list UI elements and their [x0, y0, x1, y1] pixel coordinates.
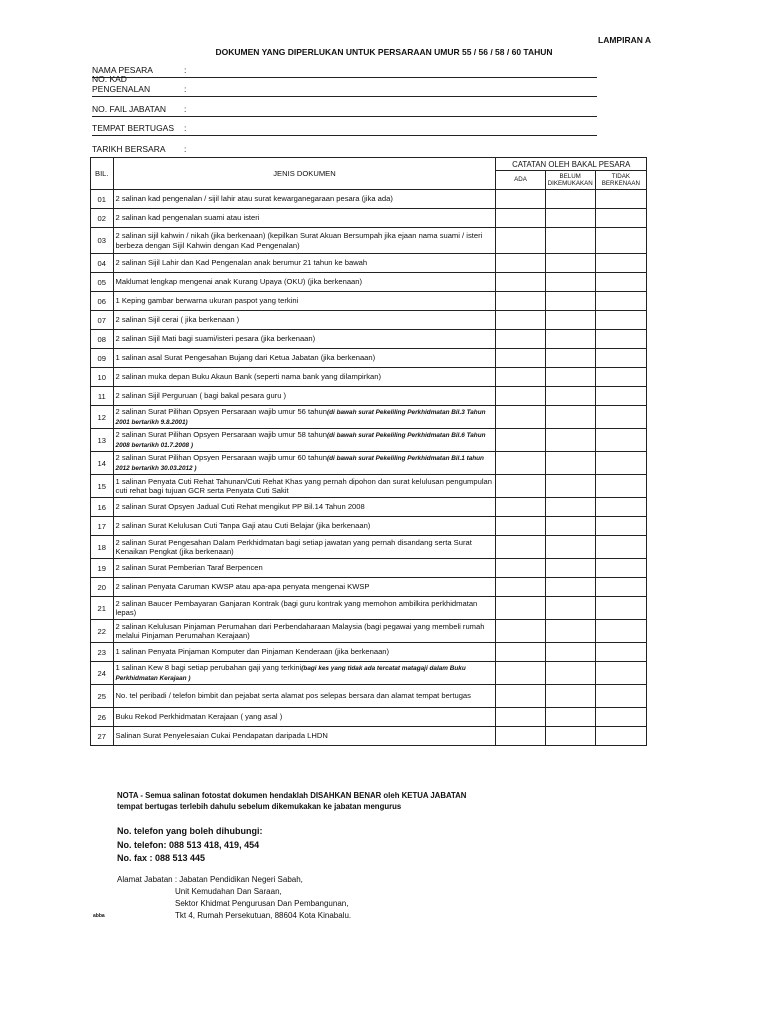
table-row	[91, 708, 647, 727]
info-row-fail-jabatan	[92, 97, 597, 117]
document-description	[113, 406, 496, 429]
document-note: (di bawah surat Pekeliling Perkhidmatan Bil.1 tahun 2012 bertarikh 30.03.2012 )	[115, 455, 484, 472]
document-description	[113, 311, 496, 330]
info-row-tempat-bertugas	[92, 117, 597, 137]
header-bil: BIL.	[91, 158, 114, 190]
checkbox-cell-belum[interactable]	[545, 517, 595, 536]
document-text: 2 salinan Surat Pengesahan Dalam Perkhidmatan bagi setiap jawatan yang pernah disandang serta Surat Kenaikan Pengkat (jika berkenaan)	[115, 537, 472, 556]
checkbox-cell-belum[interactable]	[545, 498, 595, 517]
checkbox-cell-belum[interactable]	[545, 559, 595, 578]
row-number: 17	[91, 517, 114, 536]
info-colon: :	[184, 103, 187, 114]
row-number: 16	[91, 498, 114, 517]
checkbox-cell-tidak[interactable]	[595, 578, 646, 597]
checkbox-cell-ada[interactable]	[496, 559, 545, 578]
table-row	[91, 349, 647, 368]
row-number: 19	[91, 559, 114, 578]
checkbox-cell-belum[interactable]	[545, 406, 595, 429]
checkbox-cell-ada[interactable]	[496, 708, 545, 727]
row-number: 06	[91, 292, 114, 311]
note-line: NOTA - Semua salinan fotostat dokumen hendaklah DISAHKAN BENAR oleh KETUA JABATAN	[117, 791, 467, 800]
row-number: 27	[91, 727, 114, 746]
table-row	[91, 727, 647, 746]
checkbox-cell-ada[interactable]	[496, 254, 545, 273]
row-number: 03	[91, 228, 114, 254]
info-label: NO. KAD PENGENALAN	[92, 74, 151, 94]
checkbox-cell-tidak[interactable]	[595, 727, 646, 746]
document-description	[113, 475, 496, 498]
checkbox-cell-ada[interactable]	[496, 475, 545, 498]
document-description	[113, 597, 496, 620]
table-row	[91, 387, 647, 406]
checkbox-cell-belum[interactable]	[545, 578, 595, 597]
row-number: 10	[91, 368, 114, 387]
checkbox-cell-belum[interactable]	[545, 273, 595, 292]
header-ada: ADA	[496, 171, 545, 190]
document-text: 2 salinan Surat Pilihan Opsyen Persaraan wajib umur 56 tahun	[115, 407, 327, 417]
table-row	[91, 536, 647, 559]
document-text: 1 Keping gambar berwarna ukuran paspot yang terkini	[115, 296, 299, 306]
document-text: No. tel peribadi / telefon bimbit dan pejabat serta alamat pos selepas bersara dan alamat tempat bertugas	[115, 691, 471, 701]
info-row-kad-pengenalan	[92, 74, 597, 98]
checkbox-cell-ada[interactable]	[496, 620, 545, 643]
info-label: TEMPAT BERTUGAS	[92, 123, 175, 133]
document-text: 2 salinan Penyata Caruman KWSP atau apa-apa penyata mengenai KWSP	[115, 582, 370, 592]
row-number: 13	[91, 429, 114, 452]
checkbox-cell-tidak[interactable]	[595, 475, 646, 498]
document-description	[113, 452, 496, 475]
contact-fax: No. fax : 088 513 445	[117, 853, 206, 863]
address-line: Alamat Jabatan : Jabatan Pendidikan Negeri Sabah,	[117, 875, 303, 884]
checkbox-cell-belum[interactable]	[545, 349, 595, 368]
checkbox-cell-tidak[interactable]	[595, 273, 646, 292]
table-row	[91, 273, 647, 292]
checkbox-cell-tidak[interactable]	[595, 536, 646, 559]
document-description	[113, 662, 496, 685]
checkbox-cell-belum[interactable]	[545, 254, 595, 273]
document-text: 1 salinan Penyata Pinjaman Komputer dan Pinjaman Kenderaan (jika berkenaan)	[115, 647, 390, 657]
table-row	[91, 254, 647, 273]
row-number: 24	[91, 662, 114, 685]
document-note: (di bawah surat Pekeliling Perkhidmatan Bil.3 Tahun 2001 bertarikh 9.8.2001)	[115, 409, 486, 426]
checkbox-cell-ada[interactable]	[496, 209, 545, 228]
table-row	[91, 662, 647, 685]
checkbox-cell-tidak[interactable]	[595, 685, 646, 708]
checkbox-cell-ada[interactable]	[496, 387, 545, 406]
checkbox-cell-belum[interactable]	[545, 387, 595, 406]
document-description	[113, 559, 496, 578]
checkbox-cell-tidak[interactable]	[595, 517, 646, 536]
table-row	[91, 475, 647, 498]
document-text: 2 salinan Surat Pemberian Taraf Berpencen	[115, 563, 263, 573]
checkbox-cell-ada[interactable]	[496, 452, 545, 475]
info-row-tarikh-bersara	[92, 136, 597, 156]
checkbox-cell-belum[interactable]	[545, 727, 595, 746]
document-text: 2 salinan muka depan Buku Akaun Bank (seperti nama bank yang dilampirkan)	[115, 372, 382, 382]
table-row	[91, 190, 647, 209]
document-text: Salinan Surat Penyelesaian Cukai Pendapatan daripada LHDN	[115, 731, 328, 741]
checkbox-cell-tidak[interactable]	[595, 708, 646, 727]
document-description	[113, 578, 496, 597]
address-line: Unit Kemudahan Dan Saraan,	[175, 887, 282, 896]
address-section	[117, 874, 351, 922]
table-row	[91, 429, 647, 452]
checkbox-cell-tidak[interactable]	[595, 620, 646, 643]
header-jenis-dokumen: JENIS DOKUMEN	[113, 158, 496, 190]
checkbox-cell-ada[interactable]	[496, 597, 545, 620]
row-number: 09	[91, 349, 114, 368]
header-belum: BELUM DIKEMUKAKAN	[545, 171, 595, 190]
document-text: 1 salinan Penyata Cuti Rehat Tahunan/Cuti Rehat Khas yang pernah dipohon dan surat kelulusan pengumpulan cuti rehat bagi tujuan GCR serta Penyata Cuti Sakit	[115, 476, 492, 495]
row-number: 01	[91, 190, 114, 209]
info-label: NAMA PESARA	[92, 64, 153, 75]
document-note: (di bawah surat Pekeliling Perkhidmatan Bil.6 Tahun 2008 bertarikh 01.7.2008 )	[115, 432, 486, 449]
row-number: 18	[91, 536, 114, 559]
checkbox-cell-ada[interactable]	[496, 349, 545, 368]
checkbox-cell-tidak[interactable]	[595, 209, 646, 228]
header-catatan: CATATAN OLEH BAKAL PESARA	[496, 158, 647, 171]
footer-mark: abba	[93, 913, 105, 919]
table-row	[91, 517, 647, 536]
document-text: 2 salinan Surat Kelulusan Cuti Tanpa Gaji atau Cuti Belajar (jika berkenaan)	[115, 521, 371, 531]
checkbox-cell-ada[interactable]	[496, 330, 545, 349]
document-text: 2 salinan Surat Opsyen Jadual Cuti Rehat mengikut PP Bil.14 Tahun 2008	[115, 502, 365, 512]
row-number: 20	[91, 578, 114, 597]
checkbox-cell-ada[interactable]	[496, 292, 545, 311]
document-description	[113, 292, 496, 311]
checkbox-cell-tidak[interactable]	[595, 368, 646, 387]
checkbox-cell-ada[interactable]	[496, 311, 545, 330]
info-colon: :	[184, 64, 187, 75]
table-row	[91, 559, 647, 578]
info-label: TARIKH BERSARA	[92, 143, 166, 154]
checkbox-cell-tidak[interactable]	[595, 452, 646, 475]
table-row	[91, 209, 647, 228]
document-text: 2 salinan sijil kahwin / nikah (jika berkenaan) (kepilkan Surat Akuan Bersumpah jika ejaan nama suami / isteri berbeza dengan Sijil Kahwin dengan Kad Pengenalan)	[115, 231, 483, 250]
checkbox-cell-ada[interactable]	[496, 406, 545, 429]
checkbox-cell-tidak[interactable]	[595, 429, 646, 452]
document-description	[113, 330, 496, 349]
header-tidak: TIDAK BERKENAAN	[595, 171, 646, 190]
table-row	[91, 578, 647, 597]
table-row	[91, 368, 647, 387]
contact-phone: No. telefon: 088 513 418, 419, 454	[117, 839, 260, 850]
row-number: 23	[91, 643, 114, 662]
document-description	[113, 498, 496, 517]
contact-section	[117, 825, 263, 866]
document-description	[113, 727, 496, 746]
row-number: 02	[91, 209, 114, 228]
checkbox-cell-tidak[interactable]	[595, 643, 646, 662]
table-row	[91, 228, 647, 254]
checkbox-cell-belum[interactable]	[545, 685, 595, 708]
row-number: 15	[91, 475, 114, 498]
note-section	[117, 790, 466, 813]
checkbox-cell-ada[interactable]	[496, 662, 545, 685]
table-row	[91, 643, 647, 662]
checkbox-cell-tidak[interactable]	[595, 597, 646, 620]
document-description	[113, 349, 496, 368]
document-description	[113, 429, 496, 452]
address-line: Tkt 4, Rumah Persekutuan, 88604 Kota Kinabalu.	[175, 911, 352, 920]
document-text: 1 salinan Kew 8 bagi setiap perubahan gaji yang terkini	[115, 663, 302, 673]
row-number: 26	[91, 708, 114, 727]
checkbox-cell-belum[interactable]	[545, 209, 595, 228]
checkbox-cell-ada[interactable]	[496, 643, 545, 662]
table-row	[91, 292, 647, 311]
checkbox-cell-belum[interactable]	[545, 228, 595, 254]
address-line: Sektor Khidmat Pengurusan Dan Pembangunan,	[175, 899, 349, 908]
checkbox-cell-ada[interactable]	[496, 498, 545, 517]
row-number: 08	[91, 330, 114, 349]
document-description	[113, 620, 496, 643]
note-line: tempat bertugas terlebih dahulu sebelum dikemukakan ke jabatan mengurus	[117, 802, 402, 812]
document-text: 2 salinan Surat Pilihan Opsyen Persaraan wajib umur 58 tahun	[115, 430, 327, 440]
document-description	[113, 643, 496, 662]
checkbox-cell-belum[interactable]	[545, 452, 595, 475]
document-text: Maklumat lengkap mengenai anak Kurang Upaya (OKU) (jika berkenaan)	[115, 277, 363, 287]
table-row	[91, 498, 647, 517]
retiree-info-section	[92, 58, 597, 156]
checkbox-cell-belum[interactable]	[545, 597, 595, 620]
checkbox-cell-tidak[interactable]	[595, 498, 646, 517]
checkbox-cell-tidak[interactable]	[595, 662, 646, 685]
checkbox-cell-belum[interactable]	[545, 429, 595, 452]
document-text: 1 salinan asal Surat Pengesahan Bujang dari Ketua Jabatan (jika berkenaan)	[115, 353, 376, 363]
checkbox-cell-belum[interactable]	[545, 475, 595, 498]
document-title: DOKUMEN YANG DIPERLUKAN UNTUK PERSARAAN UMUR 55 / 56 / 58 / 60 TAHUN	[215, 47, 553, 57]
document-description	[113, 536, 496, 559]
row-number: 12	[91, 406, 114, 429]
table-row	[91, 330, 647, 349]
contact-heading: No. telefon yang boleh dihubungi:	[117, 826, 263, 836]
document-text: 2 salinan kad pengenalan / sijil lahir atau surat kewarganegaraan pesara (jika ada)	[115, 194, 393, 204]
document-description	[113, 517, 496, 536]
row-number: 05	[91, 273, 114, 292]
checkbox-cell-tidak[interactable]	[595, 311, 646, 330]
checkbox-cell-tidak[interactable]	[595, 292, 646, 311]
checkbox-cell-ada[interactable]	[496, 228, 545, 254]
checkbox-cell-belum[interactable]	[545, 536, 595, 559]
checkbox-cell-belum[interactable]	[545, 330, 595, 349]
checkbox-cell-tidak[interactable]	[595, 559, 646, 578]
checkbox-cell-ada[interactable]	[496, 685, 545, 708]
document-description	[113, 254, 496, 273]
document-description	[113, 368, 496, 387]
table-row	[91, 406, 647, 429]
document-text: 2 salinan kad pengenalan suami atau isteri	[115, 213, 260, 223]
checkbox-cell-belum[interactable]	[545, 190, 595, 209]
checkbox-cell-belum[interactable]	[545, 662, 595, 685]
checkbox-cell-belum[interactable]	[545, 311, 595, 330]
checkbox-cell-tidak[interactable]	[595, 406, 646, 429]
checkbox-cell-ada[interactable]	[496, 368, 545, 387]
checkbox-cell-ada[interactable]	[496, 273, 545, 292]
checkbox-cell-ada[interactable]	[496, 190, 545, 209]
appendix-label: LAMPIRAN A	[598, 35, 652, 45]
document-text: 2 salinan Baucer Pembayaran Ganjaran Kontrak (bagi guru kontrak yang memohon ambilkira perkhidmatan lepas)	[115, 598, 478, 617]
document-description	[113, 387, 496, 406]
checkbox-cell-tidak[interactable]	[595, 349, 646, 368]
row-number: 14	[91, 452, 114, 475]
info-colon: :	[184, 84, 187, 94]
document-description	[113, 273, 496, 292]
checkbox-cell-tidak[interactable]	[595, 190, 646, 209]
row-number: 07	[91, 311, 114, 330]
table-row	[91, 597, 647, 620]
document-text: 2 salinan Sijil Lahir dan Kad Pengenalan anak berumur 21 tahun ke bawah	[115, 258, 368, 268]
table-row	[91, 452, 647, 475]
document-description	[113, 685, 496, 708]
document-description	[113, 228, 496, 254]
row-number: 04	[91, 254, 114, 273]
row-number: 11	[91, 387, 114, 406]
row-number: 22	[91, 620, 114, 643]
checkbox-cell-ada[interactable]	[496, 536, 545, 559]
checkbox-cell-ada[interactable]	[496, 429, 545, 452]
document-text: 2 salinan Surat Pilihan Opsyen Persaraan wajib umur 60 tahun	[115, 453, 327, 463]
table-row	[91, 311, 647, 330]
checkbox-cell-tidak[interactable]	[595, 254, 646, 273]
table-row	[91, 685, 647, 708]
document-description	[113, 190, 496, 209]
checkbox-cell-tidak[interactable]	[595, 228, 646, 254]
checkbox-cell-tidak[interactable]	[595, 387, 646, 406]
documents-checklist-table	[90, 157, 647, 746]
info-colon: :	[184, 143, 187, 154]
checkbox-cell-tidak[interactable]	[595, 330, 646, 349]
document-description	[113, 209, 496, 228]
document-text: Buku Rekod Perkhidmatan Kerajaan ( yang asal )	[115, 712, 283, 722]
checklist-body	[91, 190, 647, 746]
document-text: 2 salinan Sijil cerai ( jika berkenaan )	[115, 315, 240, 325]
document-note: (bagi kes yang tidak ada tercatat matagaji dalam Buku Perkhidmatan Kerajaan )	[115, 665, 466, 682]
document-text: 2 salinan Sijil Mati bagi suami/isteri pesara (jika berkenaan)	[115, 334, 316, 344]
checkbox-cell-belum[interactable]	[545, 643, 595, 662]
row-number: 25	[91, 685, 114, 708]
document-text: 2 salinan Sijil Perguruan ( bagi bakal pesara guru )	[115, 391, 287, 401]
table-row	[91, 620, 647, 643]
checkbox-cell-ada[interactable]	[496, 727, 545, 746]
document-text: 2 salinan Kelulusan Pinjaman Perumahan dari Perbendaharaan Malaysia (bagi pegawai yang membeli rumah melalui Pinjaman Perumahan Kerajaan)	[115, 621, 485, 640]
row-number: 21	[91, 597, 114, 620]
info-colon: :	[184, 123, 187, 133]
checkbox-cell-ada[interactable]	[496, 578, 545, 597]
checkbox-cell-belum[interactable]	[545, 708, 595, 727]
checkbox-cell-belum[interactable]	[545, 620, 595, 643]
checkbox-cell-belum[interactable]	[545, 368, 595, 387]
checkbox-cell-ada[interactable]	[496, 517, 545, 536]
document-description	[113, 708, 496, 727]
info-label: NO. FAIL JABATAN	[92, 103, 166, 114]
checkbox-cell-belum[interactable]	[545, 292, 595, 311]
